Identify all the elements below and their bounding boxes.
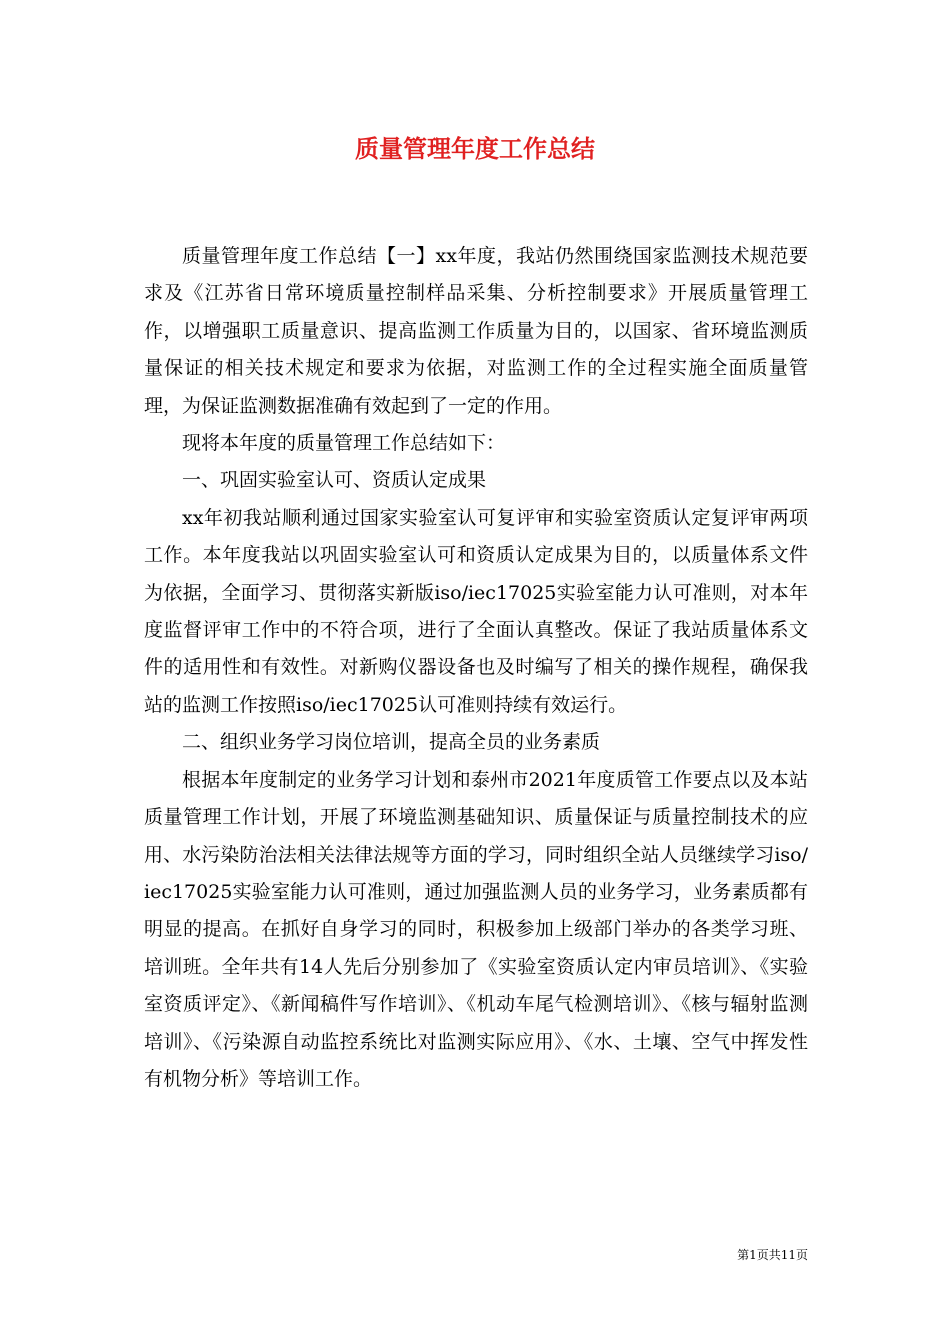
section-heading-1: 一、巩固实验室认可、资质认定成果: [182, 469, 487, 492]
paragraph-section-2: 根据本年度制定的业务学习计划和泰州市2021年度质管工作要点以及本站质量管理工作计划，开展了环境监测基础知识、质量保证与质量控制技术的应用、水污染防治法相关法律法规等方面的学习，同时组织全站人员继续学习iso/iec17025实验室能力认可准则，通过加强监测人员的业务学习，业务素质都有明显的提高。在抓好自身学习的同时，积极参加上级部门举办的各类学习班、培训班。全年共有14人先后分别参加了《实验室资质认定内审员培训》、《实验室资质评定》、《新闻稿件写作培训》、《机动车尾气检测培训》、《核与辐射监测培训》、《污染源自动监控系统比对监测实际应用》、《水、土壤、空气中挥发性有机物分析》等培训工作。: [144, 768, 808, 1090]
page-number-footer: 第1页共11页: [737, 1248, 808, 1262]
paragraph-intro: 质量管理年度工作总结【一】xx年度，我站仍然围绕国家监测技术规范要求及《江苏省日常环境质量控制样品采集、分析控制要求》开展质量管理工作，以增强职工质量意识、提高监测工作质量为目的，以国家、省环境监测质量保证的相关技术规定和要求为依据，对监测工作的全过程实施全面质量管理，为保证监测数据准确有效起到了一定的作用。: [144, 245, 808, 417]
document-body: [144, 238, 808, 1098]
document-title: 质量管理年度工作总结: [355, 135, 595, 163]
section-heading-2: 二、组织业务学习岗位培训，提高全员的业务素质: [182, 731, 601, 754]
paragraph-summary-lead: 现将本年度的质量管理工作总结如下：: [182, 432, 506, 455]
paragraph-section-1: xx年初我站顺利通过国家实验室认可复评审和实验室资质认定复评审两项工作。本年度我站以巩固实验室认可和资质认定成果为目的，以质量体系文件为依据，全面学习、贯彻落实新版iso/iec17025实验室能力认可准则，对本年度监督评审工作中的不符合项，进行了全面认真整改。保证了我站质量体系文件的适用性和有效性。对新购仪器设备也及时编写了相关的操作规程，确保我站的监测工作按照iso/iec17025认可准则持续有效运行。: [144, 506, 808, 716]
